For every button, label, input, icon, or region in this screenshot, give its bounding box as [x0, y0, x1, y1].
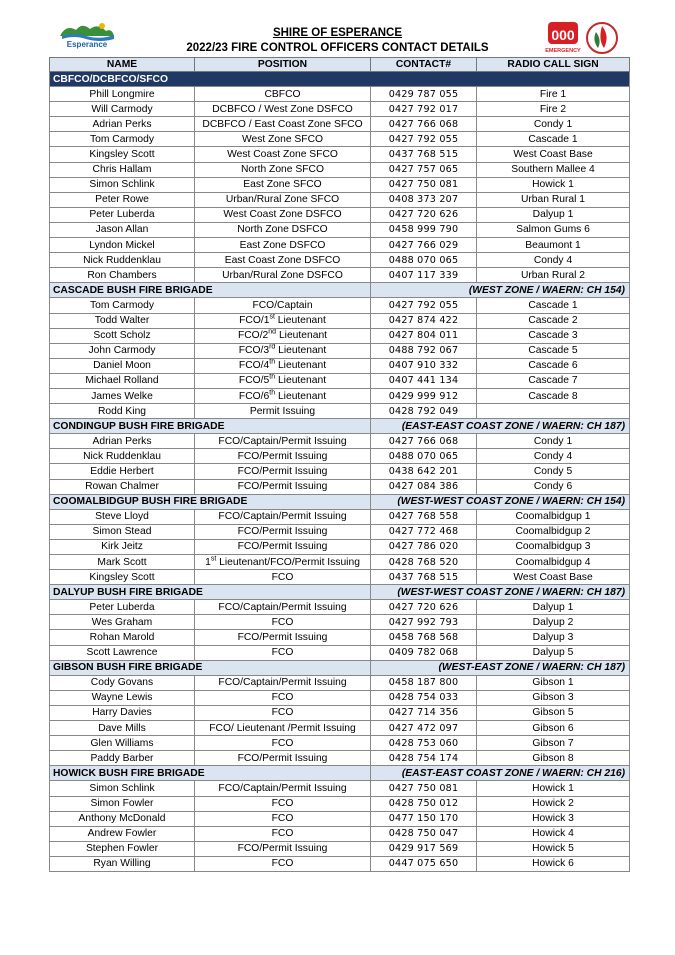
cell-contact: 0427 720 626: [371, 600, 477, 615]
cell-contact: 0438 642 201: [371, 464, 477, 479]
table-row: [50, 434, 630, 449]
cell-name: Nick Ruddenklau: [50, 253, 195, 268]
cell-radio-call-sign: Howick 4: [477, 826, 630, 841]
cell-position: FCO: [195, 570, 371, 585]
cell-position: FCO/ Lieutenant /Permit Issuing: [195, 721, 371, 736]
cell-radio-call-sign: Howick 6: [477, 856, 630, 871]
cell-position: Urban/Rural Zone SFCO: [195, 192, 371, 207]
emergency-logos: [544, 18, 620, 58]
document-header: [0, 0, 675, 58]
cell-name: Glen Williams: [50, 736, 195, 751]
cell-radio-call-sign: West Coast Base: [477, 570, 630, 585]
cell-contact: 0407 910 332: [371, 358, 477, 373]
cell-radio-call-sign: Gibson 7: [477, 736, 630, 751]
cell-radio-call-sign: Cascade 7: [477, 373, 630, 388]
section-zone: (WEST-WEST COAST ZONE / WAERN: CH 154): [371, 494, 630, 509]
cell-contact: 0427 992 793: [371, 615, 477, 630]
cell-name: Steve Lloyd: [50, 509, 195, 524]
cell-position: East Zone DSFCO: [195, 238, 371, 253]
cell-position: FCO/4th Lieutenant: [195, 358, 371, 373]
cell-contact: 0427 766 068: [371, 117, 477, 132]
cell-radio-call-sign: Coomalbidgup 4: [477, 555, 630, 570]
cell-position: FCO/Captain/Permit Issuing: [195, 434, 371, 449]
cell-radio-call-sign: Southern Mallee 4: [477, 162, 630, 177]
cell-position: DCBFCO / West Zone DSFCO: [195, 102, 371, 117]
cell-contact: 0428 753 060: [371, 736, 477, 751]
table-row: [50, 373, 630, 388]
cell-position: West Zone SFCO: [195, 132, 371, 147]
cell-name: Eddie Herbert: [50, 464, 195, 479]
table-row: [50, 328, 630, 343]
cell-name: Peter Rowe: [50, 192, 195, 207]
section-header: [50, 766, 630, 781]
cell-name: Chris Hallam: [50, 162, 195, 177]
cell-radio-call-sign: Fire 1: [477, 87, 630, 102]
section-zone: (EAST-EAST COAST ZONE / WAERN: CH 216): [371, 766, 630, 781]
cell-name: James Welke: [50, 388, 195, 403]
cell-position: FCO/3rd Lieutenant: [195, 343, 371, 358]
cell-radio-call-sign: Gibson 6: [477, 721, 630, 736]
cell-position: FCO/Permit Issuing: [195, 479, 371, 494]
cell-name: Simon Schlink: [50, 781, 195, 796]
section-title: COOMALBIDGUP BUSH FIRE BRIGADE: [50, 494, 371, 509]
section-zone: (WEST-EAST ZONE / WAERN: CH 187): [371, 660, 630, 675]
svg-text:Esperance: Esperance: [66, 40, 108, 49]
cell-name: Todd Walter: [50, 313, 195, 328]
cell-contact: 0458 999 790: [371, 222, 477, 237]
cell-name: Adrian Perks: [50, 117, 195, 132]
table-row: [50, 509, 630, 524]
table-row: [50, 690, 630, 705]
cell-contact: 0427 750 081: [371, 781, 477, 796]
cell-contact: 0428 768 520: [371, 555, 477, 570]
cell-name: Scott Scholz: [50, 328, 195, 343]
cell-name: Kirk Jeitz: [50, 539, 195, 554]
cell-position: East Zone SFCO: [195, 177, 371, 192]
cell-name: Stephen Fowler: [50, 841, 195, 856]
cell-name: Lyndon Mickel: [50, 238, 195, 253]
cell-radio-call-sign: Cascade 8: [477, 388, 630, 403]
cell-position: FCO/Permit Issuing: [195, 539, 371, 554]
table-row: [50, 313, 630, 328]
section-header: [50, 660, 630, 675]
cell-name: Will Carmody: [50, 102, 195, 117]
cell-radio-call-sign: Salmon Gums 6: [477, 222, 630, 237]
cell-contact: 0437 768 515: [371, 147, 477, 162]
cell-position: FCO: [195, 690, 371, 705]
cell-name: Rowan Chalmer: [50, 479, 195, 494]
section-title: HOWICK BUSH FIRE BRIGADE: [50, 766, 371, 781]
cell-radio-call-sign: Condy 1: [477, 117, 630, 132]
cell-name: John Carmody: [50, 343, 195, 358]
table-row: [50, 298, 630, 313]
cell-radio-call-sign: Condy 4: [477, 449, 630, 464]
cell-contact: 0427 766 068: [371, 434, 477, 449]
cell-contact: 0429 787 055: [371, 87, 477, 102]
cell-position: FCO/Permit Issuing: [195, 464, 371, 479]
table-row: [50, 524, 630, 539]
cell-position: FCO: [195, 645, 371, 660]
cell-position: FCO: [195, 856, 371, 871]
column-header-radio: RADIO CALL SIGN: [477, 58, 630, 72]
cell-radio-call-sign: Urban Rural 1: [477, 192, 630, 207]
cell-radio-call-sign: Urban Rural 2: [477, 268, 630, 283]
table-row: [50, 253, 630, 268]
cell-radio-call-sign: Cascade 5: [477, 343, 630, 358]
table-header-row: [50, 58, 630, 72]
table-row: [50, 675, 630, 690]
cell-position: FCO/Permit Issuing: [195, 524, 371, 539]
cell-name: Tom Carmody: [50, 132, 195, 147]
table-row: [50, 102, 630, 117]
table-row: [50, 388, 630, 403]
cell-radio-call-sign: Howick 3: [477, 811, 630, 826]
cell-radio-call-sign: Beaumont 1: [477, 238, 630, 253]
cell-contact: 0427 874 422: [371, 313, 477, 328]
cell-radio-call-sign: Coomalbidgup 2: [477, 524, 630, 539]
cell-position: FCO/Permit Issuing: [195, 751, 371, 766]
cell-position: FCO/Permit Issuing: [195, 449, 371, 464]
cell-contact: 0427 766 029: [371, 238, 477, 253]
cell-contact: 0427 472 097: [371, 721, 477, 736]
svg-text:EMERGENCY: EMERGENCY: [545, 48, 581, 54]
cell-radio-call-sign: Cascade 1: [477, 132, 630, 147]
cell-name: Rohan Marold: [50, 630, 195, 645]
section-title: CONDINGUP BUSH FIRE BRIGADE: [50, 419, 371, 434]
cell-name: Simon Schlink: [50, 177, 195, 192]
table-row: [50, 811, 630, 826]
cell-radio-call-sign: Gibson 1: [477, 675, 630, 690]
cell-contact: 0437 768 515: [371, 570, 477, 585]
table-body: [50, 72, 630, 872]
cell-name: Wayne Lewis: [50, 690, 195, 705]
cell-radio-call-sign: Coomalbidgup 1: [477, 509, 630, 524]
cell-position: West Coast Zone SFCO: [195, 147, 371, 162]
cell-name: Paddy Barber: [50, 751, 195, 766]
cell-radio-call-sign: Dalyup 5: [477, 645, 630, 660]
cell-contact: 0429 917 569: [371, 841, 477, 856]
cell-position: Permit Issuing: [195, 404, 371, 419]
cell-contact: 0408 373 207: [371, 192, 477, 207]
table-row: [50, 539, 630, 554]
table-row: [50, 479, 630, 494]
cell-contact: 0488 792 067: [371, 343, 477, 358]
cell-position: FCO/Captain/Permit Issuing: [195, 600, 371, 615]
section-header: [50, 585, 630, 600]
cell-name: Ron Chambers: [50, 268, 195, 283]
cell-name: Rodd King: [50, 404, 195, 419]
cell-position: FCO: [195, 615, 371, 630]
cell-position: FCO/1st Lieutenant: [195, 313, 371, 328]
table-row: [50, 645, 630, 660]
cell-name: Simon Fowler: [50, 796, 195, 811]
cell-name: Kingsley Scott: [50, 570, 195, 585]
cell-contact: 0428 754 033: [371, 690, 477, 705]
cell-contact: 0427 750 081: [371, 177, 477, 192]
cell-contact: 0477 150 170: [371, 811, 477, 826]
cell-contact: 0427 768 558: [371, 509, 477, 524]
cell-contact: 0428 750 012: [371, 796, 477, 811]
cell-contact: 0428 754 174: [371, 751, 477, 766]
table-row: [50, 630, 630, 645]
cell-contact: 0429 999 912: [371, 388, 477, 403]
section-header: [50, 283, 630, 298]
cell-position: FCO/5th Lieutenant: [195, 373, 371, 388]
column-header-name: NAME: [50, 58, 195, 72]
table-row: [50, 600, 630, 615]
cell-contact: 0427 804 011: [371, 328, 477, 343]
cell-position: West Coast Zone DSFCO: [195, 207, 371, 222]
cell-name: Kingsley Scott: [50, 147, 195, 162]
cell-contact: 0427 757 065: [371, 162, 477, 177]
cell-radio-call-sign: [477, 404, 630, 419]
cell-name: Mark Scott: [50, 555, 195, 570]
table-row: [50, 796, 630, 811]
table-row: [50, 781, 630, 796]
cell-name: Phill Longmire: [50, 87, 195, 102]
section-header: [50, 419, 630, 434]
table-row: [50, 177, 630, 192]
cell-radio-call-sign: Dalyup 1: [477, 207, 630, 222]
table-row: [50, 464, 630, 479]
cell-name: Andrew Fowler: [50, 826, 195, 841]
cell-contact: 0427 792 055: [371, 132, 477, 147]
cell-contact: 0427 714 356: [371, 705, 477, 720]
column-header-contact: CONTACT#: [371, 58, 477, 72]
cell-name: Nick Ruddenklau: [50, 449, 195, 464]
table-row: [50, 736, 630, 751]
section-title: CBFCO/DCBFCO/SFCO: [50, 72, 630, 87]
cell-position: FCO/2nd Lieutenant: [195, 328, 371, 343]
cell-position: FCO: [195, 796, 371, 811]
cell-contact: 0427 084 386: [371, 479, 477, 494]
cell-position: FCO/Captain/Permit Issuing: [195, 675, 371, 690]
cell-position: FCO: [195, 705, 371, 720]
cell-radio-call-sign: Condy 6: [477, 479, 630, 494]
cell-contact: 0488 070 065: [371, 253, 477, 268]
cell-name: Simon Stead: [50, 524, 195, 539]
cell-radio-call-sign: Condy 5: [477, 464, 630, 479]
table-row: [50, 570, 630, 585]
cell-contact: 0488 070 065: [371, 449, 477, 464]
cell-radio-call-sign: Coomalbidgup 3: [477, 539, 630, 554]
cell-radio-call-sign: Gibson 8: [477, 751, 630, 766]
cell-radio-call-sign: Gibson 5: [477, 705, 630, 720]
cell-position: FCO: [195, 811, 371, 826]
cell-contact: 0428 792 049: [371, 404, 477, 419]
cell-name: Jason Allan: [50, 222, 195, 237]
cell-radio-call-sign: Howick 1: [477, 781, 630, 796]
table-row: [50, 238, 630, 253]
table-row: [50, 207, 630, 222]
cell-name: Peter Luberda: [50, 207, 195, 222]
cell-position: FCO: [195, 826, 371, 841]
cell-name: Dave Mills: [50, 721, 195, 736]
cell-radio-call-sign: Howick 2: [477, 796, 630, 811]
table-row: [50, 222, 630, 237]
table-row: [50, 555, 630, 570]
cell-contact: 0447 075 650: [371, 856, 477, 871]
cell-name: Anthony McDonald: [50, 811, 195, 826]
cell-name: Cody Govans: [50, 675, 195, 690]
cell-name: Scott Lawrence: [50, 645, 195, 660]
section-title: DALYUP BUSH FIRE BRIGADE: [50, 585, 371, 600]
cell-contact: 0427 786 020: [371, 539, 477, 554]
table-row: [50, 721, 630, 736]
table-row: [50, 162, 630, 177]
cell-radio-call-sign: Cascade 3: [477, 328, 630, 343]
cell-radio-call-sign: Dalyup 3: [477, 630, 630, 645]
table-row: [50, 404, 630, 419]
cell-position: North Zone SFCO: [195, 162, 371, 177]
table-row: [50, 751, 630, 766]
table-row: [50, 117, 630, 132]
contact-table: [49, 57, 630, 872]
cell-radio-call-sign: West Coast Base: [477, 147, 630, 162]
table-row: [50, 615, 630, 630]
cell-position: East Coast Zone DSFCO: [195, 253, 371, 268]
table-row: [50, 343, 630, 358]
cell-position: FCO/Permit Issuing: [195, 841, 371, 856]
cell-name: Michael Rolland: [50, 373, 195, 388]
section-zone: (WEST-WEST COAST ZONE / WAERN: CH 187): [371, 585, 630, 600]
cell-contact: 0409 782 068: [371, 645, 477, 660]
cell-position: FCO/Captain/Permit Issuing: [195, 781, 371, 796]
cell-position: North Zone DSFCO: [195, 222, 371, 237]
cell-contact: 0458 187 800: [371, 675, 477, 690]
cell-contact: 0427 792 055: [371, 298, 477, 313]
cell-name: Tom Carmody: [50, 298, 195, 313]
cell-name: Harry Davies: [50, 705, 195, 720]
cell-name: Peter Luberda: [50, 600, 195, 615]
cell-radio-call-sign: Condy 1: [477, 434, 630, 449]
cell-name: Daniel Moon: [50, 358, 195, 373]
cell-radio-call-sign: Cascade 6: [477, 358, 630, 373]
section-header: [50, 72, 630, 87]
table-row: [50, 705, 630, 720]
cell-contact: 0427 720 626: [371, 207, 477, 222]
cell-name: Adrian Perks: [50, 434, 195, 449]
cell-name: Wes Graham: [50, 615, 195, 630]
table-row: [50, 449, 630, 464]
cell-radio-call-sign: Cascade 1: [477, 298, 630, 313]
cell-position: FCO: [195, 736, 371, 751]
cell-radio-call-sign: Cascade 2: [477, 313, 630, 328]
cell-radio-call-sign: Dalyup 2: [477, 615, 630, 630]
section-zone: (EAST-EAST COAST ZONE / WAERN: CH 187): [371, 419, 630, 434]
cell-radio-call-sign: Fire 2: [477, 102, 630, 117]
table-row: [50, 192, 630, 207]
cell-radio-call-sign: Dalyup 1: [477, 600, 630, 615]
cell-contact: 0428 750 047: [371, 826, 477, 841]
cell-contact: 0458 768 568: [371, 630, 477, 645]
table-row: [50, 856, 630, 871]
cell-position: Urban/Rural Zone DSFCO: [195, 268, 371, 283]
cell-radio-call-sign: Gibson 3: [477, 690, 630, 705]
svg-text:000: 000: [551, 27, 575, 43]
cell-position: CBFCO: [195, 87, 371, 102]
cell-position: FCO/Captain/Permit Issuing: [195, 509, 371, 524]
section-zone: (WEST ZONE / WAERN: CH 154): [371, 283, 630, 298]
cell-contact: 0427 792 017: [371, 102, 477, 117]
cell-contact: 0407 441 134: [371, 373, 477, 388]
table-row: [50, 841, 630, 856]
cell-position: 1st Lieutenant/FCO/Permit Issuing: [195, 555, 371, 570]
cell-contact: 0427 772 468: [371, 524, 477, 539]
table-row: [50, 268, 630, 283]
cell-position: DCBFCO / East Coast Zone SFCO: [195, 117, 371, 132]
table-row: [50, 132, 630, 147]
table-row: [50, 826, 630, 841]
cell-position: FCO/Permit Issuing: [195, 630, 371, 645]
document-subtitle: 2022/23 FIRE CONTROL OFFICERS CONTACT DETAILS: [186, 42, 489, 54]
cell-position: FCO/6th Lieutenant: [195, 388, 371, 403]
section-title: CASCADE BUSH FIRE BRIGADE: [50, 283, 371, 298]
table-row: [50, 147, 630, 162]
section-header: [50, 494, 630, 509]
cell-name: Ryan Willing: [50, 856, 195, 871]
cell-radio-call-sign: Howick 5: [477, 841, 630, 856]
cell-contact: 0407 117 339: [371, 268, 477, 283]
column-header-position: POSITION: [195, 58, 371, 72]
table-row: [50, 87, 630, 102]
cell-position: FCO/Captain: [195, 298, 371, 313]
cell-radio-call-sign: Condy 4: [477, 253, 630, 268]
table-row: [50, 358, 630, 373]
cell-radio-call-sign: Howick 1: [477, 177, 630, 192]
section-title: GIBSON BUSH FIRE BRIGADE: [50, 660, 371, 675]
document-title: SHIRE OF ESPERANCE: [272, 27, 403, 39]
